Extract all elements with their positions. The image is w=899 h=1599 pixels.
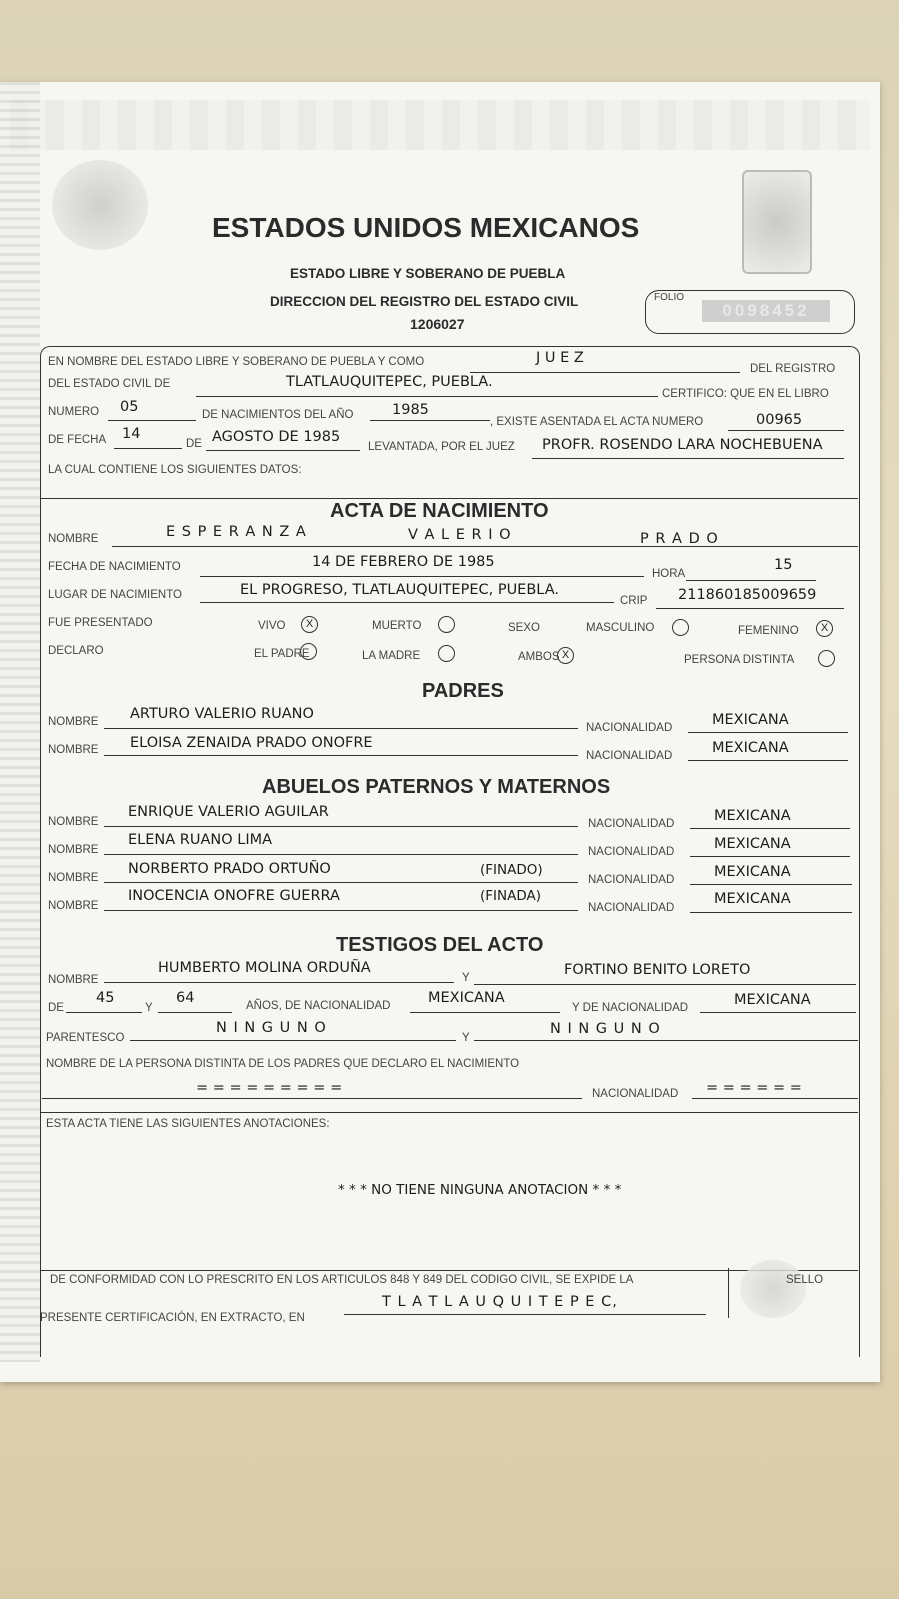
other-person-checkbox (818, 650, 835, 667)
folio-value: 0098452 (702, 300, 830, 322)
witness-and-label: Y (462, 972, 470, 984)
dob-value: 14 DE FEBRERO DE 1985 (312, 554, 495, 570)
office-code: 1206027 (410, 316, 465, 332)
mother-checkbox (438, 645, 455, 662)
paternal-surname-value: V A L E R I O (408, 527, 512, 543)
name-label: NOMBRE (48, 533, 99, 545)
certificate-paper (0, 82, 880, 1382)
issuing-place-value: T L A T L A U Q U I T E P E C, (382, 1294, 618, 1310)
witness1-relationship-value: N I N G U N O (216, 1020, 327, 1036)
hour-line (686, 580, 816, 581)
crip-value: 211860185009659 (678, 587, 817, 603)
crip-line (656, 608, 844, 609)
hour-value: 15 (774, 557, 793, 573)
gp3-nationality-value: MEXICANA (714, 864, 791, 880)
alive-checkbox: X (301, 616, 318, 633)
age-and-label: Y (145, 1002, 153, 1014)
sex-label: SEXO (508, 622, 540, 634)
pob-label: LUGAR DE NACIMIENTO (48, 589, 182, 601)
witness2-value: FORTINO BENITO LORETO (564, 962, 751, 978)
intro-text-5: LA CUAL CONTIENE LOS SIGUIENTES DATOS: (48, 464, 302, 476)
gp3-name-value: NORBERTO PRADO ORTUÑO (128, 861, 331, 877)
intro-text-4b: DE (186, 438, 202, 450)
gp3-nat-line (690, 884, 852, 885)
gp2-nat-line (690, 856, 850, 857)
witness2-nationality-value: MEXICANA (734, 992, 811, 1008)
dob-line (200, 576, 644, 577)
state-name: ESTADO LIBRE Y SOBERANO DE PUEBLA (290, 266, 566, 281)
gp4-nat-line (690, 912, 852, 913)
witness1-line (104, 982, 454, 983)
gp1-nationality-value: MEXICANA (714, 808, 791, 824)
witness1-value: HUMBERTO MOLINA ORDUÑA (158, 960, 371, 976)
rel1-line (130, 1040, 456, 1041)
page-title: ESTADOS UNIDOS MEXICANOS (212, 212, 640, 243)
dead-checkbox (438, 616, 455, 633)
book-line (108, 420, 196, 421)
gp3-deceased-note: (FINADO) (480, 862, 543, 878)
gp4-line (104, 910, 578, 911)
presented-label: FUE PRESENTADO (48, 617, 153, 629)
intro-text-4: DE FECHA (48, 434, 107, 446)
birth-certificate-title: ACTA DE NACIMIENTO (330, 500, 549, 522)
parent1-nat-line (688, 732, 848, 733)
month-line (206, 450, 360, 451)
year-line (370, 420, 490, 421)
gp4-deceased-note: (FINADA) (480, 888, 542, 904)
other-person-label: PERSONA DISTINTA (684, 654, 795, 666)
parents-title: PADRES (422, 680, 504, 702)
father-nationality-value: MEXICANA (712, 712, 789, 728)
section-divider (40, 498, 858, 499)
witness-name-label: NOMBRE (48, 974, 99, 986)
intro-text-3c: , EXISTE ASENTADA EL ACTA NUMERO (490, 416, 704, 428)
municipality-line (196, 396, 658, 397)
intro-text-2: DEL ESTADO CIVIL DE (48, 378, 171, 390)
day-value: 14 (122, 426, 141, 442)
witness2-line (474, 984, 856, 985)
state-coat-of-arms-icon (742, 170, 812, 274)
parent2-line (104, 755, 578, 756)
other-nat-line (692, 1098, 858, 1099)
gp3-nat-label: NACIONALIDAD (588, 874, 675, 886)
month-year-value: AGOSTO DE 1985 (212, 429, 341, 445)
gp4-nationality-value: MEXICANA (714, 891, 791, 907)
dob-label: FECHA DE NACIMIENTO (48, 561, 181, 573)
year-value: 1985 (392, 402, 429, 418)
other-nat-value: = = = = = = (706, 1080, 802, 1096)
dead-label: MUERTO (372, 620, 422, 632)
age-de-label: DE (48, 1002, 64, 1014)
footer-legal-text: DE CONFORMIDAD CON LO PRESCRITO EN LOS ARTICULOS 848 Y 849 DEL CODIGO CIVIL, SE EXPIDE LA (50, 1274, 634, 1286)
judge-value: PROFR. ROSENDO LARA NOCHEBUENA (542, 437, 823, 453)
female-label: FEMENINO (738, 625, 799, 637)
father-checkbox (300, 643, 317, 660)
parent1-nat-label: NACIONALIDAD (586, 722, 673, 734)
mother-nationality-value: MEXICANA (712, 740, 789, 756)
age-nationality-label: AÑOS, DE NACIONALIDAD (246, 1000, 391, 1012)
father-name-value: ARTURO VALERIO RUANO (130, 706, 314, 722)
role-line (470, 372, 740, 373)
rel-and-label: Y (462, 1032, 470, 1044)
nat1-line (410, 1012, 560, 1013)
place-line (344, 1314, 706, 1315)
maternal-surname-value: P R A D O (640, 531, 719, 547)
rel2-line (474, 1040, 858, 1041)
intro-text-1b: DEL REGISTRO (750, 363, 836, 375)
other-name-line (42, 1098, 582, 1099)
other-declarant-value: = = = = = = = = = (196, 1080, 343, 1096)
official-seal-icon (740, 1260, 806, 1318)
parent1-line (104, 728, 578, 729)
municipality-value: TLATLAUQUITEPEC, PUEBLA. (286, 374, 493, 390)
act-number-value: 00965 (756, 412, 803, 428)
gp1-nat-line (690, 828, 850, 829)
office-name: DIRECCION DEL REGISTRO DEL ESTADO CIVIL (270, 294, 579, 309)
parent2-nat-label: NACIONALIDAD (586, 750, 673, 762)
annotations-label: ESTA ACTA TIENE LAS SIGUIENTES ANOTACIONES: (46, 1118, 330, 1130)
seal-label: SELLO (786, 1274, 824, 1286)
name-line (112, 546, 858, 547)
day-line (114, 448, 182, 449)
decorative-border (10, 100, 870, 150)
intro-text-3b: DE NACIMIENTOS DEL AÑO (202, 409, 354, 421)
mother-label: LA MADRE (362, 650, 421, 662)
relationship-label: PARENTESCO (46, 1032, 125, 1044)
book-number-value: 05 (120, 399, 139, 415)
gp2-name-label: NOMBRE (48, 844, 99, 856)
gp2-nationality-value: MEXICANA (714, 836, 791, 852)
gp3-name-label: NOMBRE (48, 872, 99, 884)
gp1-nat-label: NACIONALIDAD (588, 818, 675, 830)
annotations-divider (40, 1112, 858, 1113)
gp4-nat-label: NACIONALIDAD (588, 902, 675, 914)
gp2-nat-label: NACIONALIDAD (588, 846, 675, 858)
father-label: EL PADRE (254, 648, 310, 660)
gp1-name-value: ENRIQUE VALERIO AGUILAR (128, 804, 329, 820)
other-declarant-label: NOMBRE DE LA PERSONA DISTINTA DE LOS PADRES QUE DECLARO EL NACIMIENTO (46, 1058, 520, 1070)
judge-line (532, 458, 844, 459)
security-strip (0, 82, 40, 1362)
pob-line (200, 602, 614, 603)
national-coat-of-arms-icon (52, 160, 148, 250)
male-checkbox (672, 619, 689, 636)
both-label: AMBOS (518, 651, 560, 663)
witness1-age-value: 45 (96, 990, 115, 1006)
footer-place-label: PRESENTE CERTIFICACIÓN, EN EXTRACTO, EN (40, 1312, 305, 1324)
pob-value: EL PROGRESO, TLATLAUQUITEPEC, PUEBLA. (240, 582, 559, 598)
gp2-line (104, 854, 578, 855)
folio-label: FOLIO (654, 292, 685, 303)
first-name-value: E S P E R A N Z A (166, 524, 307, 540)
mother-name-value: ELOISA ZENAIDA PRADO ONOFRE (130, 735, 373, 751)
witness1-nationality-value: MEXICANA (428, 990, 505, 1006)
both-checkbox: X (557, 647, 574, 664)
male-label: MASCULINO (586, 622, 655, 634)
parent2-name-label: NOMBRE (48, 744, 99, 756)
alive-label: VIVO (258, 620, 286, 632)
gp4-name-label: NOMBRE (48, 900, 99, 912)
declarant-label: DECLARO (48, 645, 104, 657)
female-checkbox: X (816, 620, 833, 637)
gp1-line (104, 826, 578, 827)
act-number-line (728, 430, 844, 431)
witnesses-title: TESTIGOS DEL ACTO (336, 934, 544, 956)
intro-text-4c: LEVANTADA, POR EL JUEZ (368, 441, 515, 453)
parent2-nat-line (688, 760, 848, 761)
gp1-name-label: NOMBRE (48, 816, 99, 828)
intro-text-1: EN NOMBRE DEL ESTADO LIBRE Y SOBERANO DE PUEBLA Y COMO (48, 356, 425, 368)
crip-label: CRIP (620, 595, 648, 607)
age2-line (158, 1012, 232, 1013)
intro-text-2b: CERTIFICO: QUE EN EL LIBRO (662, 388, 829, 400)
annotations-text: * * * NO TIENE NINGUNA ANOTACION * * * (338, 1182, 622, 1198)
intro-text-3: NUMERO (48, 406, 100, 418)
role-value: J U E Z (536, 350, 584, 366)
hour-label: HORA (652, 568, 686, 580)
nat2-label: Y DE NACIONALIDAD (572, 1002, 689, 1014)
gp3-line (104, 882, 578, 883)
parent1-name-label: NOMBRE (48, 716, 99, 728)
gp4-name-value: INOCENCIA ONOFRE GUERRA (128, 888, 340, 904)
gp2-name-value: ELENA RUANO LIMA (128, 832, 273, 848)
age1-line (66, 1012, 142, 1013)
nat2-line (700, 1012, 856, 1013)
witness2-relationship-value: N I N G U N O (550, 1021, 661, 1037)
grandparents-title: ABUELOS PATERNOS Y MATERNOS (262, 776, 611, 798)
witness2-age-value: 64 (176, 990, 195, 1006)
other-nat-label: NACIONALIDAD (592, 1088, 679, 1100)
